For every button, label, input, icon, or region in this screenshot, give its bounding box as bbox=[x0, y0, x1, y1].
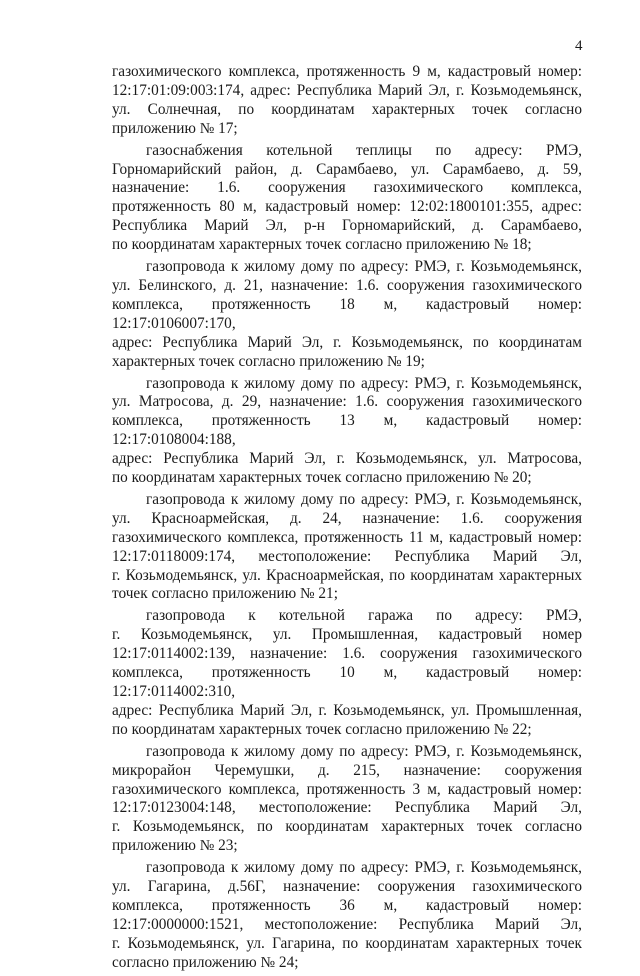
text-line: 12:17:0118009:174, местоположение: Республика Марий Эл, bbox=[112, 547, 582, 565]
paragraph bbox=[112, 375, 582, 488]
text-line: Республика Марий Эл, р-н Горномарийский, д. Сарамбаево, bbox=[112, 217, 582, 235]
text-line: приложению № 23; bbox=[112, 837, 238, 855]
text-line: газопровода к жилому дому по адресу: РМЭ, г. Козьмодемьянск, bbox=[146, 490, 582, 508]
text-line: приложению № 17; bbox=[112, 119, 238, 137]
document-body bbox=[112, 63, 582, 976]
text-line: адрес: Республика Марий Эл, г. Козьмодемьянск, ул. Матросова, bbox=[112, 450, 582, 468]
text-line: газохимического комплекса, протяженность 9 м, кадастровый номер: bbox=[112, 63, 582, 80]
text-line: адрес: Республика Марий Эл, г. Козьмодемьянск, ул. Промышленная, bbox=[112, 701, 582, 719]
text-line: по координатам характерных точек согласно приложению № 18; bbox=[112, 236, 532, 254]
text-line: газопровода к жилому дому по адресу: РМЭ, г. Козьмодемьянск, bbox=[146, 859, 582, 877]
text-line: ул. Матросова, д. 29, назначение: 1.6. сооружения газохимического bbox=[112, 393, 582, 411]
text-line: г. Козьмодемьянск, ул. Промышленная, кадастровый номер bbox=[112, 626, 582, 644]
text-line: 12:17:01:09:003:174, адрес: Республика Марий Эл, г. Козьмодемьянск, bbox=[112, 81, 582, 99]
paragraph bbox=[112, 859, 582, 972]
paragraph bbox=[112, 142, 582, 255]
text-line: комплекса, протяженность 13 м, кадастровый номер: 12:17:0108004:188, bbox=[112, 412, 582, 449]
text-line: точек согласно приложению № 21; bbox=[112, 585, 338, 603]
text-line: газопровода к жилому дому по адресу: РМЭ, г. Козьмодемьянск, bbox=[146, 374, 582, 392]
text-line: ул. Солнечная, по координатам характерных точек согласно bbox=[112, 100, 582, 118]
text-line: по координатам характерных точек согласно приложению № 22; bbox=[112, 720, 532, 738]
text-line: согласно приложению № 24; bbox=[112, 953, 299, 971]
text-line: характерных точек согласно приложению № 19; bbox=[112, 352, 425, 370]
text-line: 12:17:0123004:148, местоположение: Республика Марий Эл, bbox=[112, 799, 582, 817]
text-line: адрес: Республика Марий Эл, г. Козьмодемьянск, по координатам bbox=[112, 333, 582, 351]
text-line: протяженность 80 м, кадастровый номер: 12:02:1800101:355, адрес: bbox=[112, 198, 582, 216]
paragraph bbox=[112, 63, 582, 139]
text-line: 12:17:0114002:139, назначение: 1.6. сооружения газохимического bbox=[112, 645, 582, 663]
paragraph bbox=[112, 743, 582, 856]
text-line: ул. Красноармейская, д. 24, назначение: 1.6. сооружения bbox=[112, 509, 582, 527]
text-line: газоснабжения котельной теплицы по адресу: РМЭ, bbox=[146, 141, 582, 159]
text-line: газохимического комплекса, протяженность 11 м, кадастровый номер: bbox=[112, 528, 582, 546]
text-line: газопровода к котельной гаража по адресу: РМЭ, bbox=[146, 607, 582, 625]
paragraph bbox=[112, 607, 582, 739]
text-line: комплекса, протяженность 10 м, кадастровый номер: 12:17:0114002:310, bbox=[112, 664, 582, 700]
text-line: ул. Белинского, д. 21, назначение: 1.6. сооружения газохимического bbox=[112, 276, 582, 294]
text-line: газохимического комплекса, протяженность 3 м, кадастровый номер: bbox=[112, 780, 582, 798]
text-line: газопровода к жилому дому по адресу: РМЭ, г. Козьмодемьянск, bbox=[146, 742, 582, 760]
text-line: Горномарийский район, д. Сарамбаево, ул. Сарамбаево, д. 59, bbox=[112, 160, 582, 178]
text-line: комплекса, протяженность 36 м, кадастровый номер: bbox=[112, 896, 582, 914]
text-line: комплекса, протяженность 18 м, кадастровый номер: 12:17:0106007:170, bbox=[112, 295, 582, 332]
text-line: по координатам характерных точек согласно приложению № 20; bbox=[112, 469, 532, 487]
text-line: 12:17:0000000:1521, местоположение: Республика Марий Эл, bbox=[112, 915, 582, 933]
page-number: 4 bbox=[575, 38, 583, 54]
paragraph bbox=[112, 258, 582, 371]
text-line: микрорайон Черемушки, д. 215, назначение: сооружения bbox=[112, 761, 582, 779]
text-line: г. Козьмодемьянск, ул. Гагарина, по координатам характерных точек bbox=[112, 934, 582, 952]
text-line: г. Козьмодемьянск, ул. Красноармейская, по координатам характерных bbox=[112, 566, 582, 584]
text-line: газопровода к жилому дому по адресу: РМЭ, г. Козьмодемьянск, bbox=[146, 258, 582, 276]
paragraph bbox=[112, 491, 582, 604]
text-line: ул. Гагарина, д.56Г, назначение: сооружения газохимического bbox=[112, 878, 582, 896]
text-line: г. Козьмодемьянск, по координатам характерных точек согласно bbox=[112, 818, 582, 836]
text-line: назначение: 1.6. сооружения газохимического комплекса, bbox=[112, 179, 582, 197]
